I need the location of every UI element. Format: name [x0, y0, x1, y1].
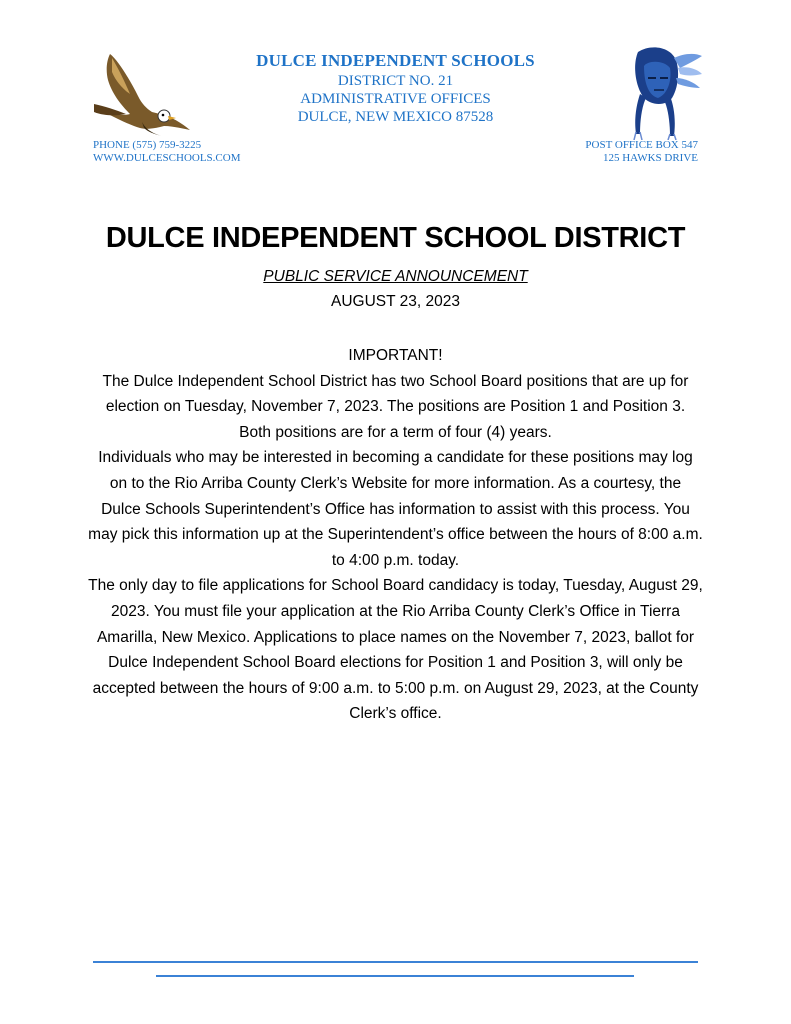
document-title: DULCE INDEPENDENT SCHOOL DISTRICT [105, 222, 686, 254]
contact-left [93, 139, 241, 165]
letterhead-offices: ADMINISTRATIVE OFFICES [300, 91, 491, 107]
letterhead-name: DULCE INDEPENDENT SCHOOLS [256, 51, 535, 70]
footer-divider-bottom [156, 975, 634, 977]
paragraph-candidacy-info: Individuals who may be interested in becoming a candidate for these positions may log on to the Rio Arriba County Clerk’s Website for more information. As a courtesy, the Dulce Schools Superintendent’s Office has information to assist with this process. You may pick this information up at the Superintendent’s office between the hours of 8:00 a.m. to 4:00 p.m. today. [88, 449, 703, 569]
letterhead [0, 50, 791, 126]
street-address: 125 HAWKS DRIVE [602, 152, 698, 164]
announcement-heading: IMPORTANT! [348, 347, 443, 364]
phone-number: PHONE (575) 759-3225 [93, 139, 202, 151]
letterhead-district: DISTRICT NO. 21 [337, 73, 454, 89]
letterhead-city: DULCE, NEW MEXICO 87528 [297, 109, 494, 125]
paragraph-filing: The only day to file applications for School Board candidacy is today, Tuesday, August 29, 2023. You must file your application at the Rio Arriba County Clerk’s Office in Tierra Amarilla, New Mexico. Applications to place names on the November 7, 2023, ballot for Dulce Independent School Board elections for Position 1 and Position 3, will only be accepted between the hours of 9:00 a.m. to 5:00 p.m. on August 29, 2023, at the County Clerk’s office. [88, 577, 703, 723]
po-box: POST OFFICE BOX 547 [585, 139, 698, 151]
paragraph-positions: The Dulce Independent School District has two School Board positions that are up for election on Tuesday, November 7, 2023. The positions are Position 1 and Position 3. Both positions are for a term of four (4) years. [102, 372, 689, 441]
footer-divider-top [93, 961, 698, 963]
contact-right [585, 139, 698, 165]
document-subtitle: PUBLIC SERVICE ANNOUNCEMENT [263, 268, 528, 285]
announcement-body [88, 343, 703, 727]
website-link[interactable]: WWW.DULCESCHOOLS.COM [93, 152, 241, 164]
document-date: AUGUST 23, 2023 [331, 293, 460, 310]
